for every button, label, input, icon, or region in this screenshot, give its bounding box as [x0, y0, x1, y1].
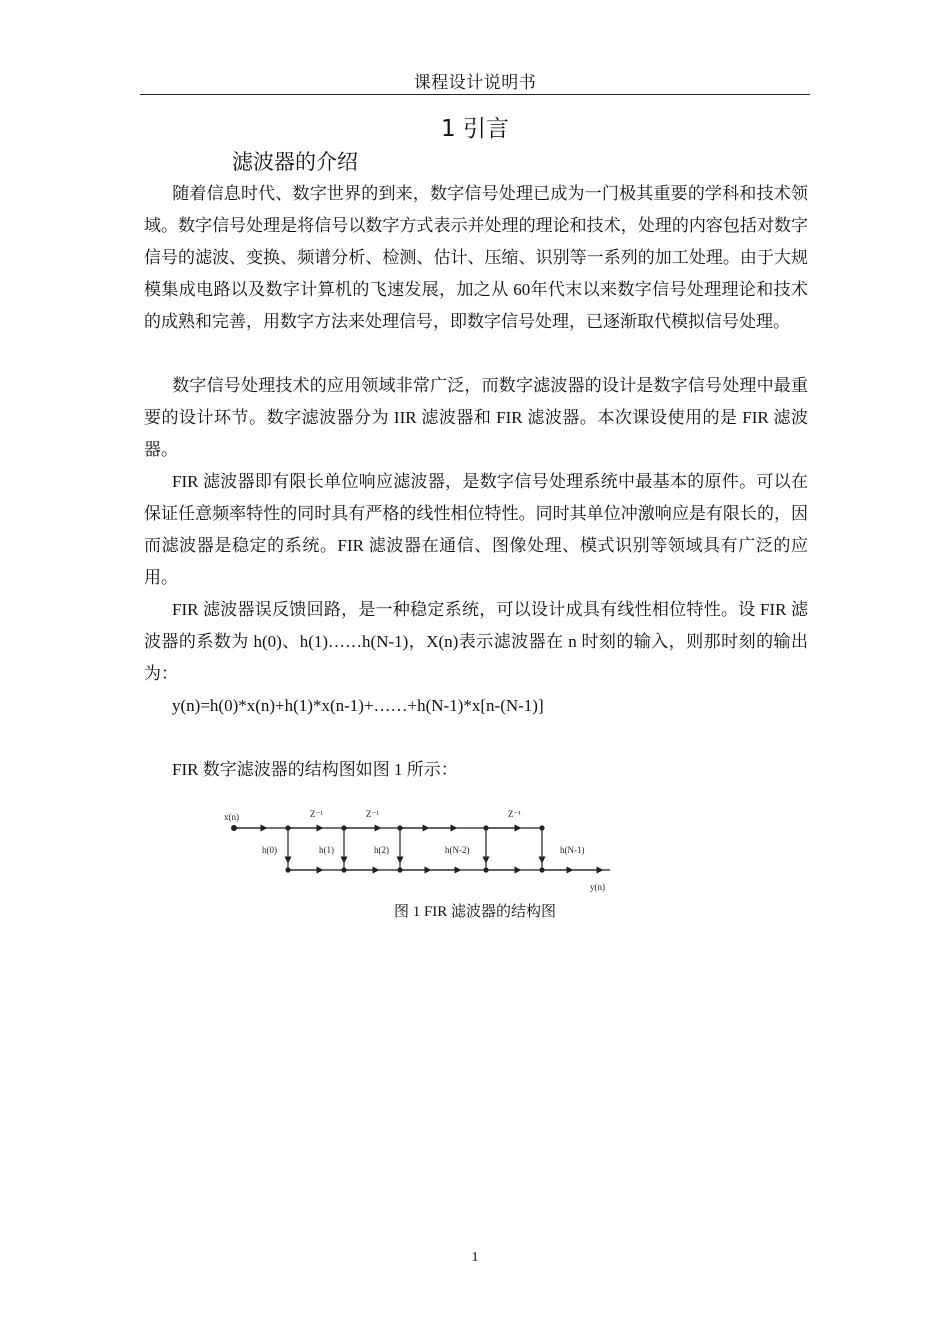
page-header: [140, 66, 810, 96]
header-title: 课程设计说明书: [413, 73, 537, 92]
paragraph-4: [144, 594, 808, 690]
delay-label-2: Z⁻¹: [366, 809, 379, 819]
delay-label-3: Z⁻¹: [508, 809, 521, 819]
header-rule: [140, 94, 810, 95]
input-node: [231, 825, 237, 831]
node-top-3: [483, 825, 488, 830]
paragraph-3-text: FIR 滤波器即有限长单位响应滤波器，是数字信号处理系统中最基本的原件。可以在保证任意频率特性的同时具有严格的线性相位特性。同时其单位冲激响应是有限长的，因而滤波器是稳定的系统。FIR 滤波器在通信、图像处理、模式识别等领域具有广泛的应用。: [144, 472, 808, 587]
section-title: 滤波器的介绍: [232, 150, 358, 174]
page-number: 1: [471, 1250, 479, 1265]
paragraph-1: [144, 178, 808, 338]
output-label: y(n): [590, 882, 605, 892]
figure-caption: 图 1 FIR 滤波器的结构图: [393, 904, 557, 920]
coef-label-0: h(0): [262, 845, 277, 855]
node-top-4: [539, 825, 544, 830]
paragraph-3: [144, 466, 808, 594]
paragraph-2: [144, 370, 808, 466]
formula-line: [144, 690, 808, 722]
formula-text: y(n)=h(0)*x(n)+h(1)*x(n-1)+……+h(N-1)*x[n-(N-1)]: [172, 696, 544, 715]
node-top-0: [285, 825, 290, 830]
chapter-title: 1 引言: [441, 116, 509, 142]
coef-label-n-1: h(N-1): [560, 845, 585, 855]
node-bottom-3: [483, 867, 488, 872]
coef-label-1: h(1): [319, 845, 334, 855]
node-bottom-1: [341, 867, 346, 872]
paragraph-5: [144, 754, 808, 786]
fir-structure-svg: [218, 800, 618, 900]
node-top-2: [397, 825, 402, 830]
node-bottom-2: [397, 867, 402, 872]
coef-label-2: h(2): [374, 845, 389, 855]
paragraph-1-text: 随着信息时代、数字世界的到来，数字信号处理已成为一门极其重要的学科和技术领域。数字信号处理是将信号以数字方式表示并处理的理论和技术，处理的内容包括对数字信号的滤波、变换、频谱分析、检测、估计、压缩、识别等一系列的加工处理。由于大规模集成电路以及数字计算机的飞速发展，加之从 60年代末以来数字信号处理理论和技术的成熟和完善，用数字方法来处理信号，即数字信号处理，已逐渐取代模拟信号处理。: [144, 184, 808, 331]
node-bottom-4: [539, 867, 544, 872]
paragraph-2-text: 数字信号处理技术的应用领域非常广泛，而数字滤波器的设计是数字信号处理中最重要的设计环节。数字滤波器分为 IIR 滤波器和 FIR 滤波器。本次课设使用的是 FIR 滤波器。: [144, 376, 808, 459]
node-top-1: [341, 825, 346, 830]
input-label: x(n): [224, 812, 239, 822]
coef-label-n-2: h(N-2): [445, 845, 470, 855]
node-bottom-0: [285, 867, 290, 872]
paragraph-4-text: FIR 滤波器误反馈回路，是一种稳定系统，可以设计成具有线性相位特性。设 FIR 滤波器的系数为 h(0)、h(1)……h(N-1)，X(n)表示滤波器在 n 时刻的输入，则那时刻的输出为：: [144, 600, 808, 683]
delay-label-1: Z⁻¹: [310, 809, 323, 819]
paragraph-5-text: FIR 数字滤波器的结构图如图 1 所示：: [172, 760, 458, 779]
fir-structure-diagram: [218, 800, 618, 900]
